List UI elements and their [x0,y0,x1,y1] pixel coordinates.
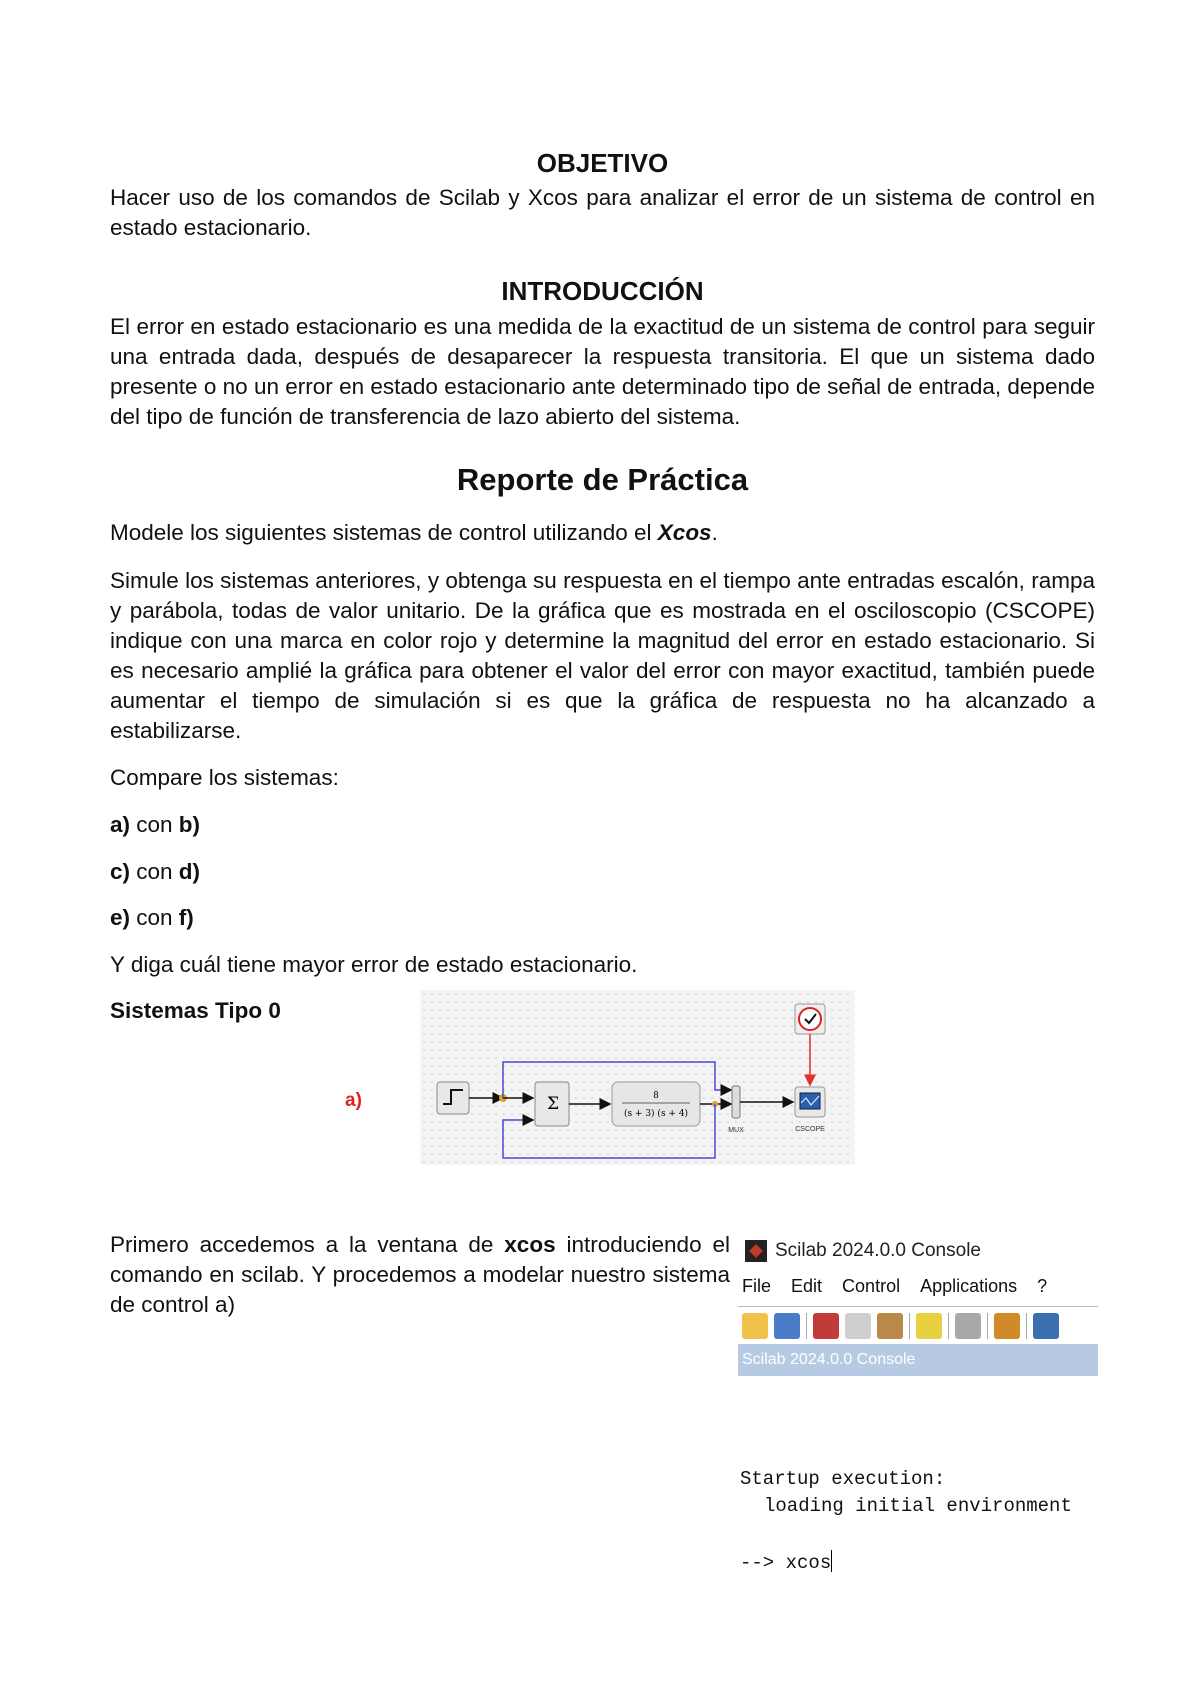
toolbar-separator [1026,1313,1027,1339]
pair-left: e) [110,905,131,930]
toolbar-separator [987,1313,988,1339]
xcos-command: xcos [504,1232,556,1257]
scilab-console [735,1230,1100,1574]
mux-block[interactable] [728,1086,744,1134]
new-script-icon[interactable] [742,1313,768,1339]
pair-right: b) [178,812,201,837]
open-folder-icon[interactable] [774,1313,800,1339]
modele-end: . [711,520,718,545]
modele-text: Modele los siguientes sistemas de control utilizando el [110,520,658,545]
tf-denominator: (s + 3) (s + 4) [623,1109,689,1119]
sistemas-tipo0-heading: Sistemas Tipo 0 [110,998,281,1023]
objetivo-paragraph: Hacer uso de los comandos de Scilab y Xcos para analizar el error de un sistema de control en estado estacionario. [110,185,1095,240]
console-menubar [742,1276,1047,1297]
pair-right: f) [178,905,194,930]
pair-c-d [110,857,1095,887]
clear-console-icon[interactable] [916,1313,942,1339]
tf-numerator: 8 [653,1091,659,1101]
toolbar-separator [909,1313,910,1339]
scilab-logo-icon [745,1240,767,1262]
step-block[interactable] [437,1082,469,1114]
modele-paragraph [110,518,1095,548]
pair-mid: con [130,859,179,884]
pair-right: d) [178,859,201,884]
cscope-label: CSCOPE [795,1126,825,1133]
introduccion-heading: INTRODUCCIÓN [501,276,704,306]
simule-paragraph: Simule los sistemas anteriores, y obtenga su respuesta en el tiempo ante entradas escalón, rampa y parábola, todas de valor unitario. De la gráfica que es mostrada en el osciloscopio (CSCOPE) indique con una marca en color rojo y determine la magnitud del error en estado estacionario. Si es necesario amplié la gráfica para obtener el valor del error con mayor exactitud, también puede aumentar el tiempo de simulación si es que la gráfica de respuesta no ha alcanzado a estabilizarse. [110,568,1095,743]
console-toolbar [738,1306,1098,1344]
module-manager-icon[interactable] [994,1313,1020,1339]
menu-help[interactable]: ? [1037,1276,1048,1296]
mux-label: MUX [728,1127,744,1134]
introduccion-paragraph: El error en estado estacionario es una medida de la exactitud de un sistema de control para seguir una entrada dada, después de desaparecer la respuesta transitoria. El que un sistema dado presente o no un error en estado estacionario ante determinado tipo de señal de entrada, depende del tipo de función de transferencia de lazo abierto del sistema. [110,314,1095,429]
objetivo-heading: OBJETIVO [536,148,669,178]
menu-applications[interactable]: Applications [920,1276,1018,1296]
cscope-block[interactable] [795,1087,825,1133]
transfer-function-block[interactable] [612,1082,700,1126]
compare-paragraph: Compare los sistemas: [110,765,339,790]
menu-edit[interactable]: Edit [791,1276,823,1296]
sum-block[interactable] [535,1082,569,1126]
pair-left: c) [110,859,131,884]
xcos-emphasis: Xcos [657,520,712,545]
sum-symbol: Σ [546,1094,560,1114]
pair-mid: con [130,812,179,837]
paste-icon[interactable] [877,1313,903,1339]
pair-a-b [110,810,1095,840]
xcos-diagram [345,990,855,1170]
xcos-icon[interactable] [1033,1313,1059,1339]
primero-paragraph [110,1230,730,1320]
toolbar-separator [806,1313,807,1339]
copy-icon[interactable] [845,1313,871,1339]
console-line-startup: Startup execution: [740,1468,946,1490]
pair-e-f [110,903,1095,933]
print-icon[interactable] [955,1313,981,1339]
console-command: --> xcos [740,1552,832,1574]
pair-left: a) [110,812,131,837]
diagram-svg [345,990,855,1170]
diga-paragraph: Y diga cuál tiene mayor error de estado estacionario. [110,952,638,977]
clock-block[interactable] [795,1004,825,1034]
console-title: Scilab 2024.0.0 Console [775,1240,981,1261]
menu-file[interactable]: File [742,1276,772,1296]
console-line-loading: loading initial environment [764,1495,1072,1517]
cut-icon[interactable] [813,1313,839,1339]
toolbar-separator [948,1313,949,1339]
console-titlebar [745,1236,981,1266]
console-header-bar: Scilab 2024.0.0 Console [738,1344,1098,1376]
primero-text-end: introduciendo el comando en scilab. Y procedemos a modelar nuestro sistema de control a) [110,1232,730,1317]
text-cursor [831,1550,832,1572]
console-prompt[interactable] [740,1550,832,1574]
reporte-heading: Reporte de Práctica [456,462,749,497]
pair-mid: con [130,905,179,930]
primero-text: Primero accedemos a la ventana de [110,1232,505,1257]
diagram-label-a: a) [345,1090,362,1111]
menu-control[interactable]: Control [842,1276,901,1296]
